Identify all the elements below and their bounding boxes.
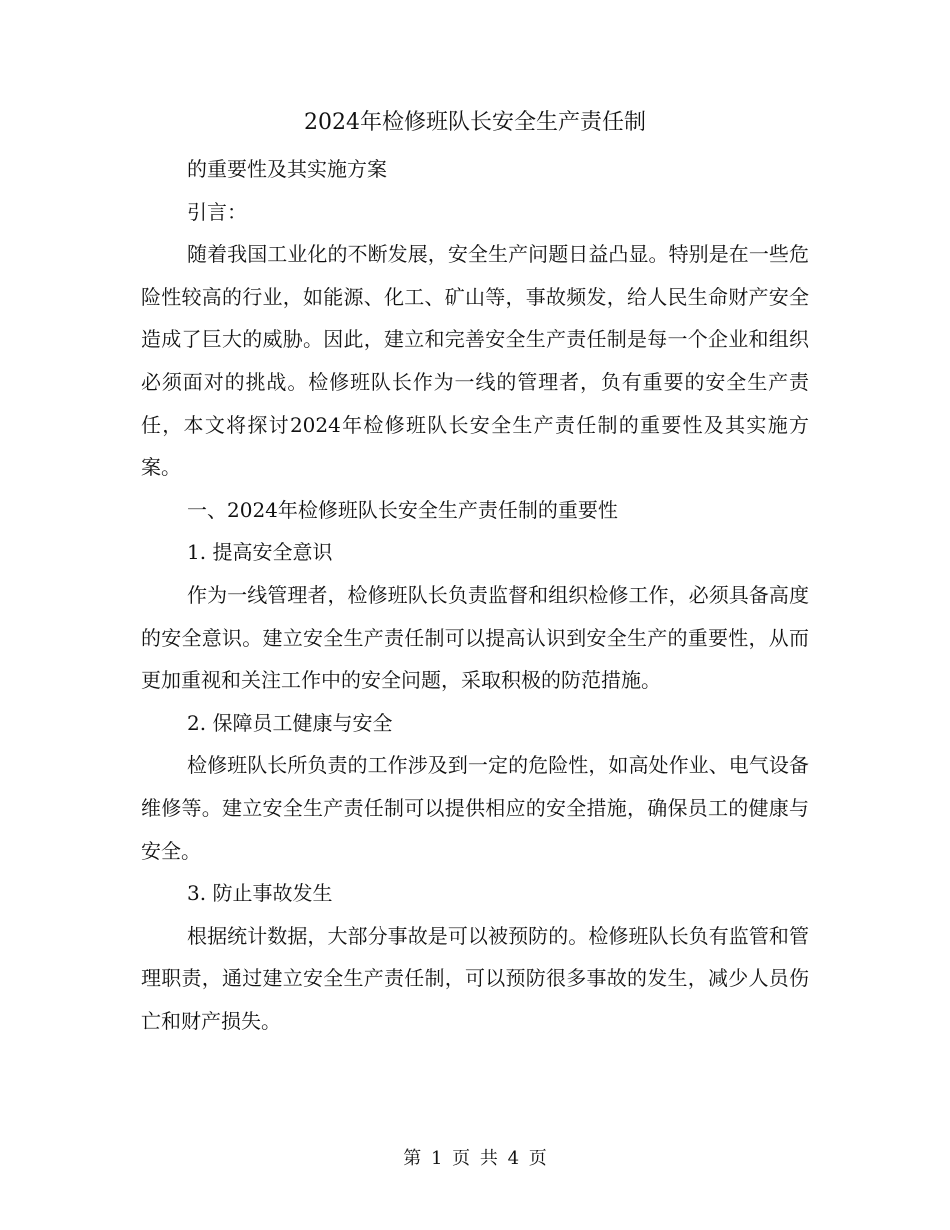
intro-label: 引言： <box>187 199 247 224</box>
item-heading-3: 3. 防止事故发生 <box>187 881 333 906</box>
document-body <box>141 148 809 1042</box>
item-heading-1: 1. 提高安全意识 <box>187 540 333 565</box>
page-number-footer: 第 1 页 共 4 页 <box>403 1148 547 1169</box>
item-paragraph-3: 根据统计数据，大部分事故是可以被预防的。检修班队长负有监管和管理职责，通过建立安全生产责任制，可以预防很多事故的发生，减少人员伤亡和财产损失。 <box>141 923 809 1033</box>
item-paragraph-1: 作为一线管理者，检修班队长负责监督和组织检修工作，必须具备高度的安全意识。建立安全生产责任制可以提高认识到安全生产的重要性，从而更加重视和关注工作中的安全问题，采取积极的防范措施。 <box>141 582 809 693</box>
item-heading-2: 2. 保障员工健康与安全 <box>187 710 393 735</box>
document-title: 2024年检修班队长安全生产责任制 <box>304 110 646 135</box>
section-heading: 一、2024年检修班队长安全生产责任制的重要性 <box>187 497 618 522</box>
document-subtitle: 的重要性及其实施方案 <box>187 157 387 181</box>
item-paragraph-2: 检修班队长所负责的工作涉及到一定的危险性，如高处作业、电气设备维修等。建立安全生产责任制可以提供相应的安全措施，确保员工的健康与安全。 <box>141 753 809 863</box>
intro-paragraph: 随着我国工业化的不断发展，安全生产问题日益凸显。特别是在一些危险性较高的行业，如能源、化工、矿山等，事故频发，给人民生命财产安全造成了巨大的威胁。因此，建立和完善安全生产责任制是每一个企业和组织必须面对的挑战。检修班队长作为一线的管理者，负有重要的安全生产责任，本文将探讨2024年检修班队长安全生产责任制的重要性及其实施方案。 <box>141 242 809 480</box>
